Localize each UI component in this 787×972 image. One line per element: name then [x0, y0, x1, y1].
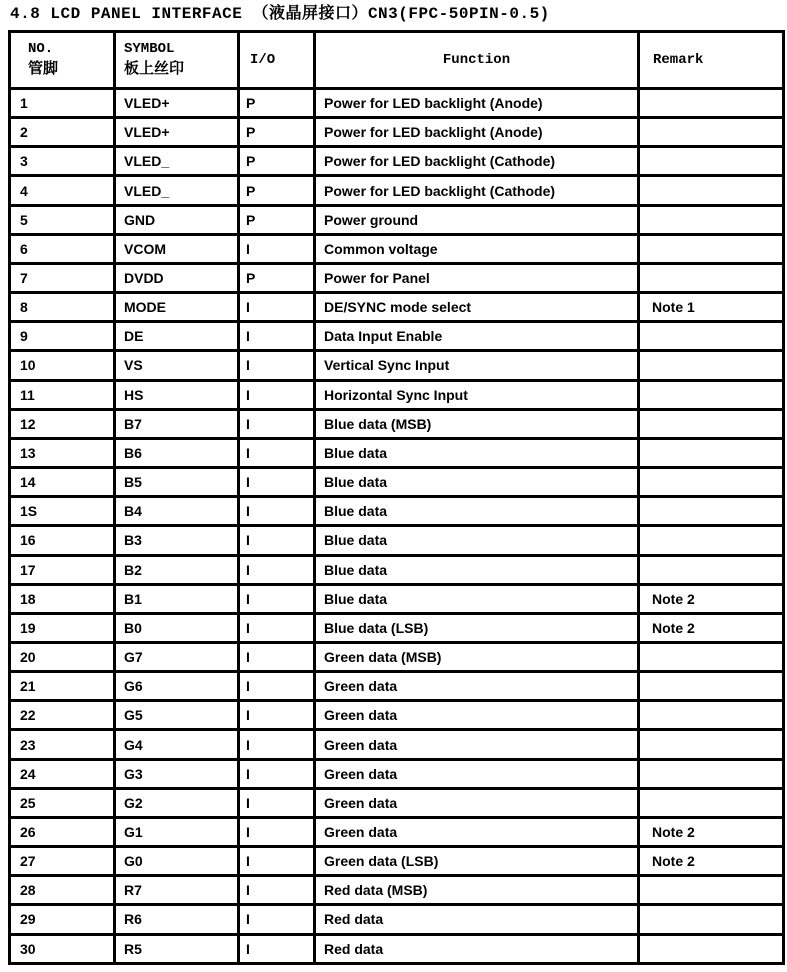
function-cell: Power for Panel — [315, 263, 639, 292]
pin-number-cell: 1 — [10, 89, 115, 118]
remark-cell — [639, 759, 784, 788]
table-row — [10, 672, 784, 701]
function-cell: Vertical Sync Input — [315, 351, 639, 380]
table-row — [10, 468, 784, 497]
table-row — [10, 497, 784, 526]
col-header-symbol-cn: 板上丝印 — [124, 61, 185, 78]
symbol-cell: B3 — [115, 526, 239, 555]
pin-number-cell: 26 — [10, 817, 115, 846]
io-cell: I — [239, 409, 315, 438]
io-cell: I — [239, 497, 315, 526]
table-row — [10, 817, 784, 846]
function-cell: Blue data — [315, 584, 639, 613]
function-cell: Green data (LSB) — [315, 847, 639, 876]
symbol-cell: HS — [115, 380, 239, 409]
pin-number-cell: 18 — [10, 584, 115, 613]
table-row — [10, 380, 784, 409]
io-cell: P — [239, 176, 315, 205]
table-row — [10, 701, 784, 730]
function-cell: Red data — [315, 905, 639, 934]
io-cell: I — [239, 642, 315, 671]
symbol-cell: VLED+ — [115, 89, 239, 118]
pin-number-cell: 3 — [10, 147, 115, 176]
table-row — [10, 176, 784, 205]
pin-number-cell: 12 — [10, 409, 115, 438]
remark-cell — [639, 934, 784, 963]
remark-cell: Note 2 — [639, 817, 784, 846]
remark-cell — [639, 730, 784, 759]
symbol-cell: G0 — [115, 847, 239, 876]
remark-cell — [639, 380, 784, 409]
table-row — [10, 642, 784, 671]
function-cell: Power for LED backlight (Anode) — [315, 89, 639, 118]
table-row — [10, 409, 784, 438]
io-cell: I — [239, 672, 315, 701]
remark-cell: Note 2 — [639, 584, 784, 613]
header-row — [10, 32, 784, 89]
io-cell: I — [239, 817, 315, 846]
col-header-no-en: NO. — [28, 41, 54, 57]
symbol-cell: VCOM — [115, 234, 239, 263]
symbol-cell: VLED_ — [115, 176, 239, 205]
io-cell: I — [239, 934, 315, 963]
remark-cell: Note 1 — [639, 293, 784, 322]
remark-cell: Note 2 — [639, 613, 784, 642]
pin-number-cell: 17 — [10, 555, 115, 584]
remark-cell — [639, 322, 784, 351]
io-cell: I — [239, 730, 315, 759]
pin-number-cell: 8 — [10, 293, 115, 322]
remark-cell — [639, 497, 784, 526]
function-cell: Power for LED backlight (Cathode) — [315, 176, 639, 205]
function-cell: Green data — [315, 788, 639, 817]
function-cell: Green data — [315, 672, 639, 701]
remark-cell — [639, 788, 784, 817]
pin-table-body — [10, 89, 784, 964]
remark-cell — [639, 672, 784, 701]
function-cell: Common voltage — [315, 234, 639, 263]
symbol-cell: R7 — [115, 876, 239, 905]
remark-cell — [639, 205, 784, 234]
symbol-cell: G2 — [115, 788, 239, 817]
pin-number-cell: 21 — [10, 672, 115, 701]
io-cell: I — [239, 351, 315, 380]
remark-cell — [639, 263, 784, 292]
symbol-cell: G7 — [115, 642, 239, 671]
symbol-cell: G1 — [115, 817, 239, 846]
io-cell: I — [239, 380, 315, 409]
table-row — [10, 526, 784, 555]
pin-number-cell: 28 — [10, 876, 115, 905]
pin-number-cell: 30 — [10, 934, 115, 963]
symbol-cell: B1 — [115, 584, 239, 613]
io-cell: I — [239, 905, 315, 934]
pin-number-cell: 23 — [10, 730, 115, 759]
symbol-cell: DVDD — [115, 263, 239, 292]
pin-number-cell: 7 — [10, 263, 115, 292]
table-row — [10, 234, 784, 263]
pin-number-cell: 6 — [10, 234, 115, 263]
io-cell: I — [239, 847, 315, 876]
function-cell: Blue data — [315, 468, 639, 497]
col-header-io: I/O — [239, 32, 315, 89]
table-row — [10, 584, 784, 613]
symbol-cell: VS — [115, 351, 239, 380]
io-cell: P — [239, 263, 315, 292]
io-cell: I — [239, 555, 315, 584]
symbol-cell: B5 — [115, 468, 239, 497]
io-cell: I — [239, 438, 315, 467]
col-header-symbol — [115, 32, 239, 89]
pin-number-cell: 24 — [10, 759, 115, 788]
symbol-cell: B7 — [115, 409, 239, 438]
symbol-cell: G5 — [115, 701, 239, 730]
io-cell: P — [239, 205, 315, 234]
pin-number-cell: 19 — [10, 613, 115, 642]
pin-number-cell: 2 — [10, 118, 115, 147]
col-header-symbol-en: SYMBOL — [124, 41, 175, 57]
io-cell: I — [239, 613, 315, 642]
function-cell: Blue data — [315, 438, 639, 467]
table-row — [10, 847, 784, 876]
pin-number-cell: 22 — [10, 701, 115, 730]
pin-number-cell: 10 — [10, 351, 115, 380]
remark-cell — [639, 234, 784, 263]
remark-cell — [639, 147, 784, 176]
io-cell: I — [239, 293, 315, 322]
symbol-cell: VLED+ — [115, 118, 239, 147]
pin-interface-table — [8, 30, 785, 965]
function-cell: Horizontal Sync Input — [315, 380, 639, 409]
symbol-cell: G4 — [115, 730, 239, 759]
table-row — [10, 263, 784, 292]
io-cell: P — [239, 118, 315, 147]
remark-cell — [639, 905, 784, 934]
table-row — [10, 613, 784, 642]
io-cell: I — [239, 584, 315, 613]
remark-cell — [639, 555, 784, 584]
remark-cell — [639, 89, 784, 118]
col-header-no — [10, 32, 115, 89]
remark-cell — [639, 642, 784, 671]
remark-cell — [639, 409, 784, 438]
symbol-cell: VLED_ — [115, 147, 239, 176]
io-cell: I — [239, 788, 315, 817]
symbol-cell: R6 — [115, 905, 239, 934]
function-cell: Blue data (MSB) — [315, 409, 639, 438]
io-cell: I — [239, 876, 315, 905]
function-cell: Power for LED backlight (Cathode) — [315, 147, 639, 176]
table-row — [10, 905, 784, 934]
pin-number-cell: 29 — [10, 905, 115, 934]
function-cell: Blue data — [315, 526, 639, 555]
remark-cell — [639, 118, 784, 147]
function-cell: Red data — [315, 934, 639, 963]
section-title: 4.8 LCD PANEL INTERFACE （液晶屏接口）CN3(FPC-50PIN-0.5) — [10, 5, 550, 23]
table-row — [10, 89, 784, 118]
io-cell: I — [239, 701, 315, 730]
table-row — [10, 438, 784, 467]
remark-cell — [639, 438, 784, 467]
col-header-function: Function — [315, 32, 639, 89]
pin-number-cell: 9 — [10, 322, 115, 351]
io-cell: I — [239, 526, 315, 555]
table-row — [10, 934, 784, 963]
symbol-cell: GND — [115, 205, 239, 234]
remark-cell — [639, 351, 784, 380]
pin-number-cell: 5 — [10, 205, 115, 234]
table-row — [10, 118, 784, 147]
pin-number-cell: 4 — [10, 176, 115, 205]
table-row — [10, 322, 784, 351]
function-cell: Green data — [315, 701, 639, 730]
remark-cell — [639, 468, 784, 497]
symbol-cell: B2 — [115, 555, 239, 584]
pin-number-cell: 20 — [10, 642, 115, 671]
function-cell: Green data (MSB) — [315, 642, 639, 671]
function-cell: Blue data (LSB) — [315, 613, 639, 642]
function-cell: Green data — [315, 759, 639, 788]
pin-number-cell: 13 — [10, 438, 115, 467]
table-row — [10, 759, 784, 788]
pin-number-cell: 25 — [10, 788, 115, 817]
function-cell: Blue data — [315, 497, 639, 526]
table-row — [10, 876, 784, 905]
symbol-cell: G6 — [115, 672, 239, 701]
function-cell: Power for LED backlight (Anode) — [315, 118, 639, 147]
function-cell: Power ground — [315, 205, 639, 234]
remark-cell — [639, 876, 784, 905]
symbol-cell: B6 — [115, 438, 239, 467]
symbol-cell: MODE — [115, 293, 239, 322]
table-row — [10, 730, 784, 759]
function-cell: Green data — [315, 730, 639, 759]
table-row — [10, 205, 784, 234]
pin-number-cell: 14 — [10, 468, 115, 497]
table-row — [10, 351, 784, 380]
function-cell: Green data — [315, 817, 639, 846]
table-row — [10, 555, 784, 584]
io-cell: I — [239, 468, 315, 497]
col-header-remark: Remark — [639, 32, 784, 89]
symbol-cell: DE — [115, 322, 239, 351]
function-cell: Red data (MSB) — [315, 876, 639, 905]
pin-number-cell: 27 — [10, 847, 115, 876]
io-cell: P — [239, 147, 315, 176]
symbol-cell: B0 — [115, 613, 239, 642]
symbol-cell: B4 — [115, 497, 239, 526]
function-cell: Data Input Enable — [315, 322, 639, 351]
remark-cell — [639, 176, 784, 205]
remark-cell: Note 2 — [639, 847, 784, 876]
function-cell: DE/SYNC mode select — [315, 293, 639, 322]
pin-number-cell: 11 — [10, 380, 115, 409]
table-row — [10, 788, 784, 817]
table-row — [10, 293, 784, 322]
io-cell: I — [239, 234, 315, 263]
remark-cell — [639, 526, 784, 555]
io-cell: I — [239, 322, 315, 351]
pin-number-cell: 16 — [10, 526, 115, 555]
io-cell: P — [239, 89, 315, 118]
symbol-cell: R5 — [115, 934, 239, 963]
pin-number-cell: 1S — [10, 497, 115, 526]
col-header-no-cn: 管脚 — [28, 61, 59, 78]
symbol-cell: G3 — [115, 759, 239, 788]
function-cell: Blue data — [315, 555, 639, 584]
io-cell: I — [239, 759, 315, 788]
table-row — [10, 147, 784, 176]
remark-cell — [639, 701, 784, 730]
